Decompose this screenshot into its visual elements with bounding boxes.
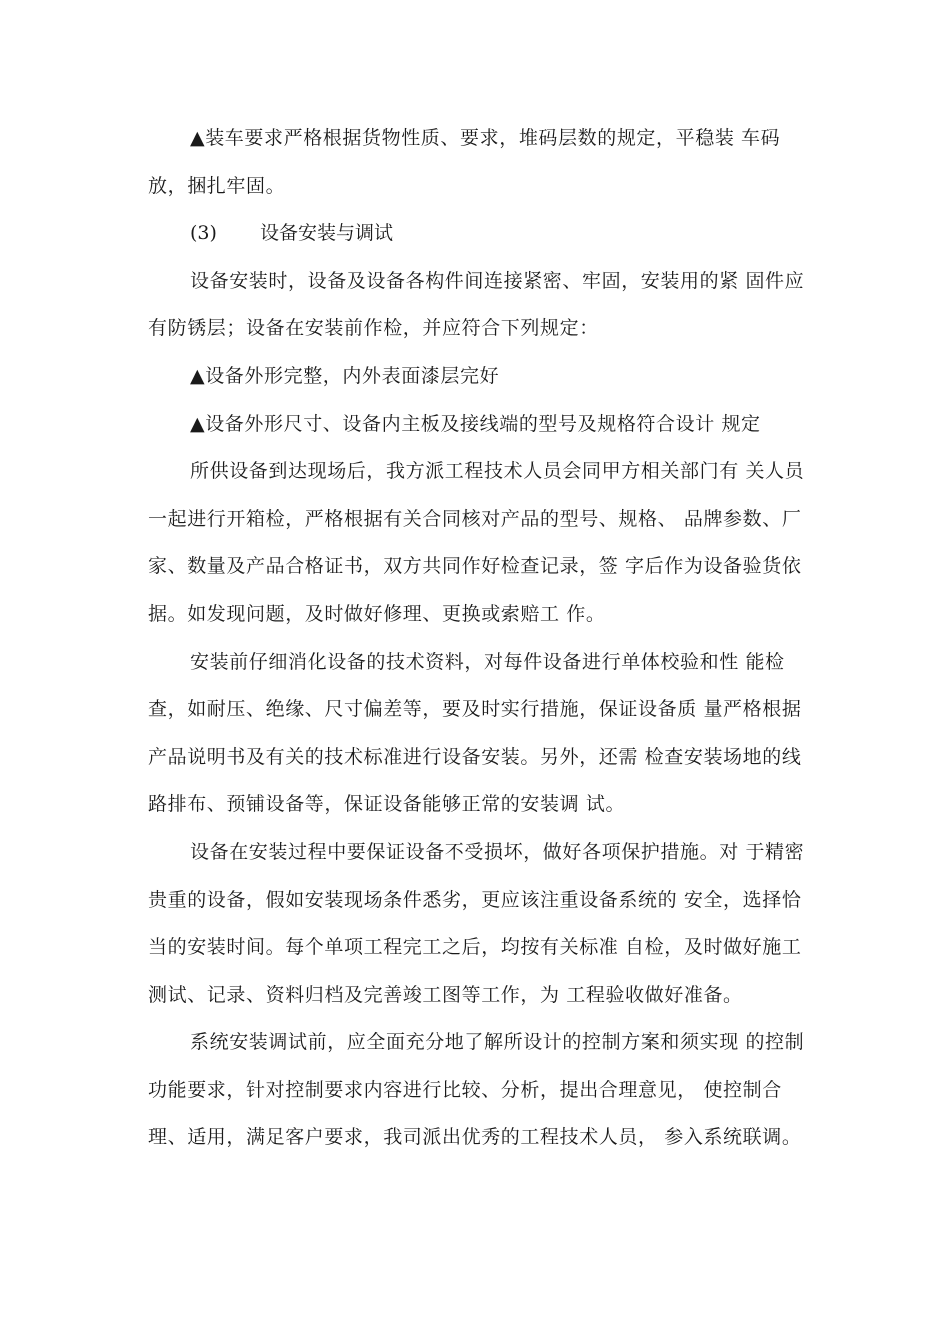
paragraph-unpacking-inspection	[148, 448, 828, 638]
text-line: 设备在安装过程中要保证设备不受损坏，做好各项保护措施。对 于精密	[190, 840, 805, 863]
bullet-dimensions	[148, 401, 828, 449]
text-line: ▲装车要求严格根据货物性质、要求，堆码层数的规定，平稳装 车码	[190, 127, 781, 149]
text-line: 一起进行开箱检，严格根据有关合同核对产品的型号、规格、 品牌参数、厂	[148, 507, 802, 530]
text-line: 测试、记录、资料归档及完善竣工图等工作，为 工程验收做好准备。	[148, 983, 743, 1006]
text-line: 有防锈层；设备在安装前作检，并应符合下列规定：	[148, 317, 599, 340]
text-line: 功能要求，针对控制要求内容进行比较、分析，提出合理意见， 使控制合	[148, 1078, 782, 1101]
paragraph-loading-requirements	[148, 115, 828, 210]
text-line: 系统安装调试前，应全面充分地了解所设计的控制方案和须实现 的控制	[190, 1031, 805, 1054]
paragraph-protection	[148, 829, 828, 1019]
text-line: ▲设备外形完整，内外表面漆层完好	[190, 364, 500, 387]
text-line: 安装前仔细消化设备的技术资料，对每件设备进行单体校验和性 能检	[190, 650, 785, 673]
text-line: 家、数量及产品合格证书，双方共同作好检查记录，签 字后作为设备验货依	[148, 555, 802, 578]
paragraph-installation	[148, 258, 828, 353]
text-line: 路排布、预铺设备等，保证设备能够正常的安装调 试。	[148, 793, 626, 816]
text-line: 据。如发现问题，及时做好修理、更换或索赔工 作。	[148, 602, 606, 625]
paragraph-pre-installation	[148, 639, 828, 829]
section-heading	[148, 210, 828, 258]
text-line: 贵重的设备，假如安装现场条件悉劣，更应该注重设备系统的 安全，选择恰	[148, 888, 802, 911]
document-body	[148, 115, 828, 1162]
section-title: 设备安装与调试	[260, 222, 394, 245]
text-line: ▲设备外形尺寸、设备内主板及接线端的型号及规格符合设计 规定	[190, 412, 761, 435]
text-line: 当的安装时间。每个单项工程完工之后，均按有关标准 自检，及时做好施工	[148, 936, 802, 959]
bullet-appearance	[148, 353, 828, 401]
paragraph-system-commissioning	[148, 1019, 828, 1162]
text-line: 查，如耐压、绝缘、尺寸偏差等，要及时实行措施，保证设备质 量严格根据	[148, 698, 802, 721]
text-line: 产品说明书及有关的技术标准进行设备安装。另外，还需 检查安装场地的线	[148, 745, 802, 768]
text-line: 理、适用，满足客户要求，我司派出优秀的工程技术人员， 参入系统联调。	[148, 1126, 802, 1149]
text-line: 放，捆扎牢固。	[148, 174, 286, 197]
section-number: (3)	[190, 222, 217, 245]
text-line: 设备安装时，设备及设备各构件间连接紧密、牢固，安装用的紧 固件应	[190, 269, 805, 292]
text-line: 所供设备到达现场后，我方派工程技术人员会同甲方相关部门有 关人员	[190, 460, 805, 483]
